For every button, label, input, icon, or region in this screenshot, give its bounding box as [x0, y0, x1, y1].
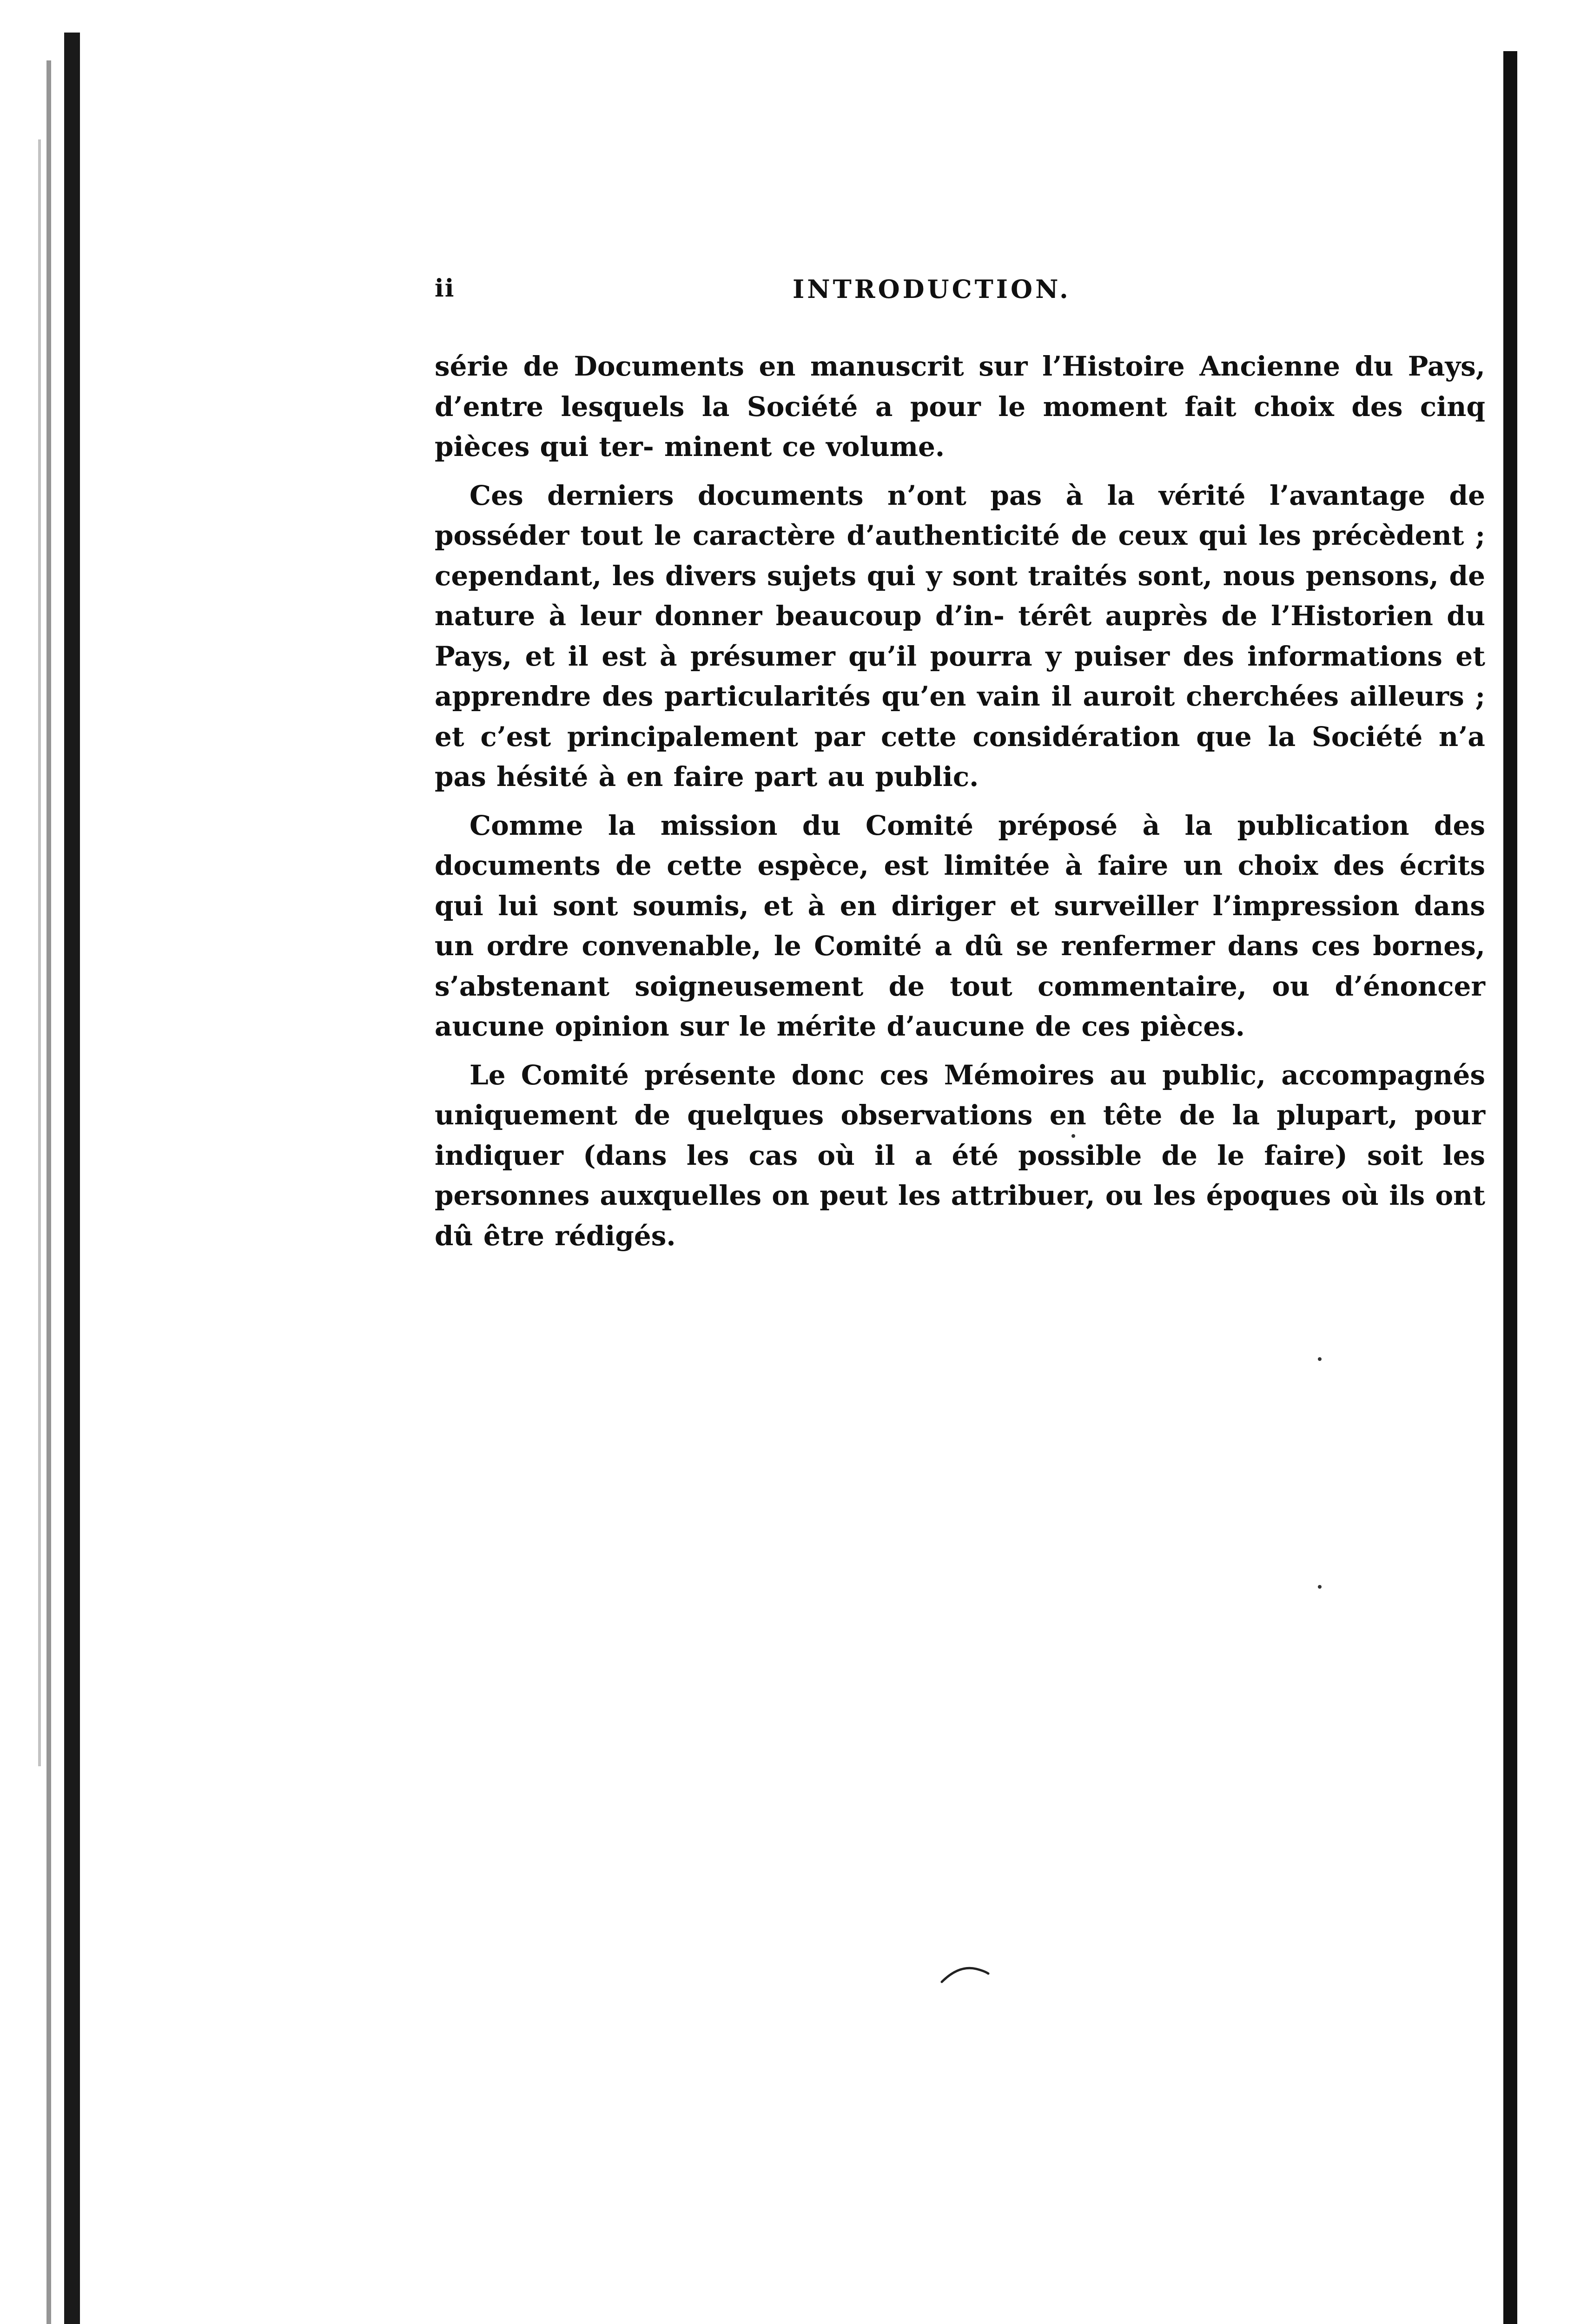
- text-line: Le Comité présente donc ces Mémoires au public, accompagnés uniquement: [435, 1059, 1485, 1131]
- text-line: de quelques observations en tête de la plupart, pour indiquer (dans les cas où il: [435, 1099, 1486, 1171]
- left-binding-shadow-outer: [38, 139, 41, 1766]
- header-title: INTRODUCTION.: [793, 274, 1071, 304]
- text-line: ou les époques où ils ont dû être rédigés.: [435, 1180, 1485, 1252]
- text-line: diriger et surveiller l’impression dans un ordre convenable, le Comité a dû se: [435, 890, 1485, 962]
- text-line: des informations et apprendre des particularités qu’en vain il auroit cherchées: [435, 640, 1485, 712]
- stray-pen-mark: [939, 1961, 990, 1985]
- running-head: [435, 274, 1485, 316]
- text-line: qui y sont traités sont, nous pensons, de nature à leur donner beaucoup d’in-: [435, 560, 1486, 632]
- paragraph-1: [435, 346, 1485, 467]
- text-line: ailleurs ; et c’est principalement par cette considération que la Société n’a: [435, 680, 1485, 753]
- left-binding-shadow: [46, 60, 51, 2324]
- speck-mark: [1318, 1585, 1322, 1589]
- text-line: lesquels la Société a pour le moment fait choix des cinq pièces qui ter-: [435, 390, 1485, 462]
- body-text: [435, 346, 1485, 1256]
- text-line: série de Documents en manuscrit sur l’Histoire Ancienne du Pays, d’entre: [435, 350, 1485, 423]
- speck-mark: [1071, 1134, 1075, 1138]
- right-page-border: [1503, 51, 1517, 2324]
- text-line: pas hésité à en faire part au public.: [435, 761, 979, 792]
- paragraph-2: [435, 475, 1485, 797]
- text-line: a été possible de le faire) soit les personnes auxquelles on peut les attribuer,: [435, 1139, 1485, 1211]
- paragraph-4: [435, 1055, 1485, 1256]
- paragraph-3: [435, 805, 1485, 1047]
- text-line: térêt auprès de l’Historien du Pays, et il est à présumer qu’il pourra y puiser: [435, 600, 1485, 672]
- text-line: Comme la mission du Comité préposé à la publication des documents de cette: [435, 809, 1485, 881]
- text-line: caractère d’authenticité de ceux qui les précèdent ; cependant, les divers sujets: [435, 520, 1485, 592]
- left-binding-edge: [64, 33, 80, 2324]
- speck-mark: [1318, 1357, 1322, 1361]
- text-line: Ces derniers documents n’ont pas à la vérité l’avantage de posséder tout le: [435, 479, 1485, 551]
- text-line: d’énoncer aucune opinion sur le mérite d’aucune de ces pièces.: [435, 970, 1485, 1042]
- page-number: ii: [435, 274, 455, 303]
- text-line: renfermer dans ces bornes, s’abstenant soigneusement de tout commentaire, ou: [435, 930, 1485, 1002]
- text-line: espèce, est limitée à faire un choix des écrits qui lui sont soumis, et à en: [435, 850, 1485, 922]
- text-line: minent ce volume.: [664, 431, 945, 462]
